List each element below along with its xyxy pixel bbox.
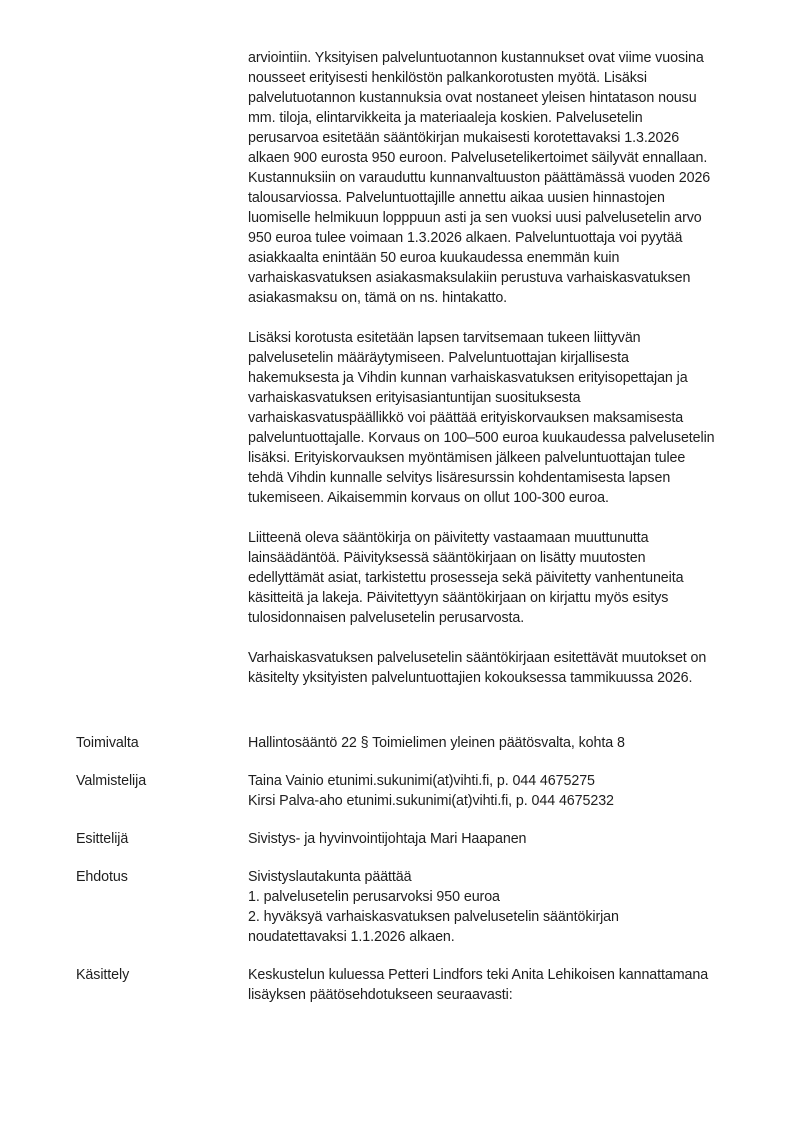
text-line: käsitteitä ja lakeja. Päivitettyyn sääntökirjaan on kirjattu myös esitys bbox=[248, 590, 669, 606]
text-line: hakemuksesta ja Vihdin kunnan varhaiskasvatuksen erityisopettajan ja bbox=[248, 370, 688, 386]
text-line: Hallintosääntö 22 § Toimielimen yleinen päätösvalta, kohta 8 bbox=[248, 735, 625, 751]
text-line: edellyttämät asiat, tarkistettu prosesseja sekä päivitetty vanhentuneita bbox=[248, 570, 684, 586]
text-line: tehdä Vihdin kunnalle selvitys lisäresurssin kohdentamisesta lapsen bbox=[248, 470, 671, 486]
field-row bbox=[76, 965, 776, 1005]
text-line: alkaen 900 eurosta 950 euroon. Palvelusetelikertoimet säilyvät ennallaan. bbox=[248, 150, 708, 166]
text-line: lisäksi. Erityiskorvauksen myöntämisen jälkeen palveluntuottajan tulee bbox=[248, 450, 686, 466]
field-label: Käsittely bbox=[76, 967, 130, 983]
field-value bbox=[248, 965, 776, 1005]
field-label: Ehdotus bbox=[76, 869, 128, 885]
text-line: noudatettavaksi 1.1.2026 alkaen. bbox=[248, 929, 455, 945]
text-line: Varhaiskasvatuksen palvelusetelin sääntökirjaan esitettävät muutokset on bbox=[248, 650, 707, 666]
text-line: Lisäksi korotusta esitetään lapsen tarvitsemaan tukeen liittyvän bbox=[248, 330, 641, 346]
text-line: varhaiskasvatuspäällikkö voi päättää erityiskorvauksen maksamisesta bbox=[248, 410, 684, 426]
paragraph bbox=[248, 48, 768, 308]
text-line: tulosidonnaisen palvelusetelin perusarvosta. bbox=[248, 610, 525, 626]
text-line: asiakkaalta enintään 50 euroa kuukaudessa enemmän kuin bbox=[248, 250, 620, 266]
text-line: Sivistys- ja hyvinvointijohtaja Mari Haapanen bbox=[248, 831, 527, 847]
field-value bbox=[248, 829, 776, 849]
field-row bbox=[76, 867, 776, 947]
text-line: Kirsi Palva-aho etunimi.sukunimi(at)vihti.fi, p. 044 4675232 bbox=[248, 793, 614, 809]
field-label: Valmistelija bbox=[76, 773, 147, 789]
text-line: Liitteenä oleva sääntökirja on päivitetty vastaamaan muuttunutta bbox=[248, 530, 649, 546]
text-line: varhaiskasvatuksen erityisasiantuntijan suosituksesta bbox=[248, 390, 581, 406]
text-line: Taina Vainio etunimi.sukunimi(at)vihti.fi, p. 044 4675275 bbox=[248, 773, 595, 789]
field-row bbox=[76, 771, 776, 811]
text-line: mm. tiloja, elintarvikkeita ja materiaaleja koskien. Palvelusetelin bbox=[248, 110, 643, 126]
text-line: nousseet erityisesti henkilöstön palkankorotusten myötä. Lisäksi bbox=[248, 70, 647, 86]
text-line: Keskustelun kuluessa Petteri Lindfors teki Anita Lehikoisen kannattamana bbox=[248, 967, 709, 983]
text-line: luomiselle helmikuun lopppuun asti ja sen vuoksi uusi palvelusetelin arvo bbox=[248, 210, 702, 226]
text-line: arviointiin. Yksityisen palveluntuotannon kustannukset ovat viime vuosina bbox=[248, 50, 704, 66]
text-line: palvelusetelin määräytymiseen. Palveluntuottajan kirjallisesta bbox=[248, 350, 629, 366]
field-value bbox=[248, 771, 776, 811]
field-value bbox=[248, 867, 776, 947]
fields-section bbox=[76, 733, 776, 1023]
field-label: Toimivalta bbox=[76, 735, 139, 751]
paragraph bbox=[248, 648, 768, 688]
text-line: tukemiseen. Aikaisemmin korvaus on ollut 100-300 euroa. bbox=[248, 490, 609, 506]
text-line: talousarviossa. Palveluntuottajille annettu aikaa uusien hinnastojen bbox=[248, 190, 665, 206]
text-line: lisäyksen päätösehdotukseen seuraavasti: bbox=[248, 987, 513, 1003]
text-line: käsitelty yksityisten palveluntuottajien kokouksessa tammikuussa 2026. bbox=[248, 670, 693, 686]
field-row bbox=[76, 733, 776, 753]
text-line: Sivistyslautakunta päättää bbox=[248, 869, 412, 885]
paragraph bbox=[248, 328, 768, 508]
paragraph bbox=[248, 528, 768, 628]
text-line: 1. palvelusetelin perusarvoksi 950 euroa bbox=[248, 889, 500, 905]
text-line: Kustannuksiin on varauduttu kunnanvaltuuston päättämässä vuoden 2026 bbox=[248, 170, 711, 186]
text-line: palvelutuotannon kustannuksia ovat nostaneet yleisen hintatason nousu bbox=[248, 90, 697, 106]
body-text bbox=[248, 48, 768, 708]
text-line: 2. hyväksyä varhaiskasvatuksen palvelusetelin sääntökirjan bbox=[248, 909, 619, 925]
text-line: perusarvoa esitetään sääntökirjan mukaisesti korotettavaksi 1.3.2026 bbox=[248, 130, 680, 146]
field-label: Esittelijä bbox=[76, 831, 129, 847]
text-line: varhaiskasvatuksen asiakasmaksulakiin perustuva varhaiskasvatuksen bbox=[248, 270, 691, 286]
text-line: asiakasmaksu on, tämä on ns. hintakatto. bbox=[248, 290, 508, 306]
text-line: palveluntuottajalle. Korvaus on 100–500 euroa kuukaudessa palvelusetelin bbox=[248, 430, 715, 446]
field-value bbox=[248, 733, 776, 753]
text-line: 950 euroa tulee voimaan 1.3.2026 alkaen. Palveluntuottaja voi pyytää bbox=[248, 230, 683, 246]
field-row bbox=[76, 829, 776, 849]
text-line: lainsäädäntöä. Päivityksessä sääntökirjaan on lisätty muutosten bbox=[248, 550, 646, 566]
